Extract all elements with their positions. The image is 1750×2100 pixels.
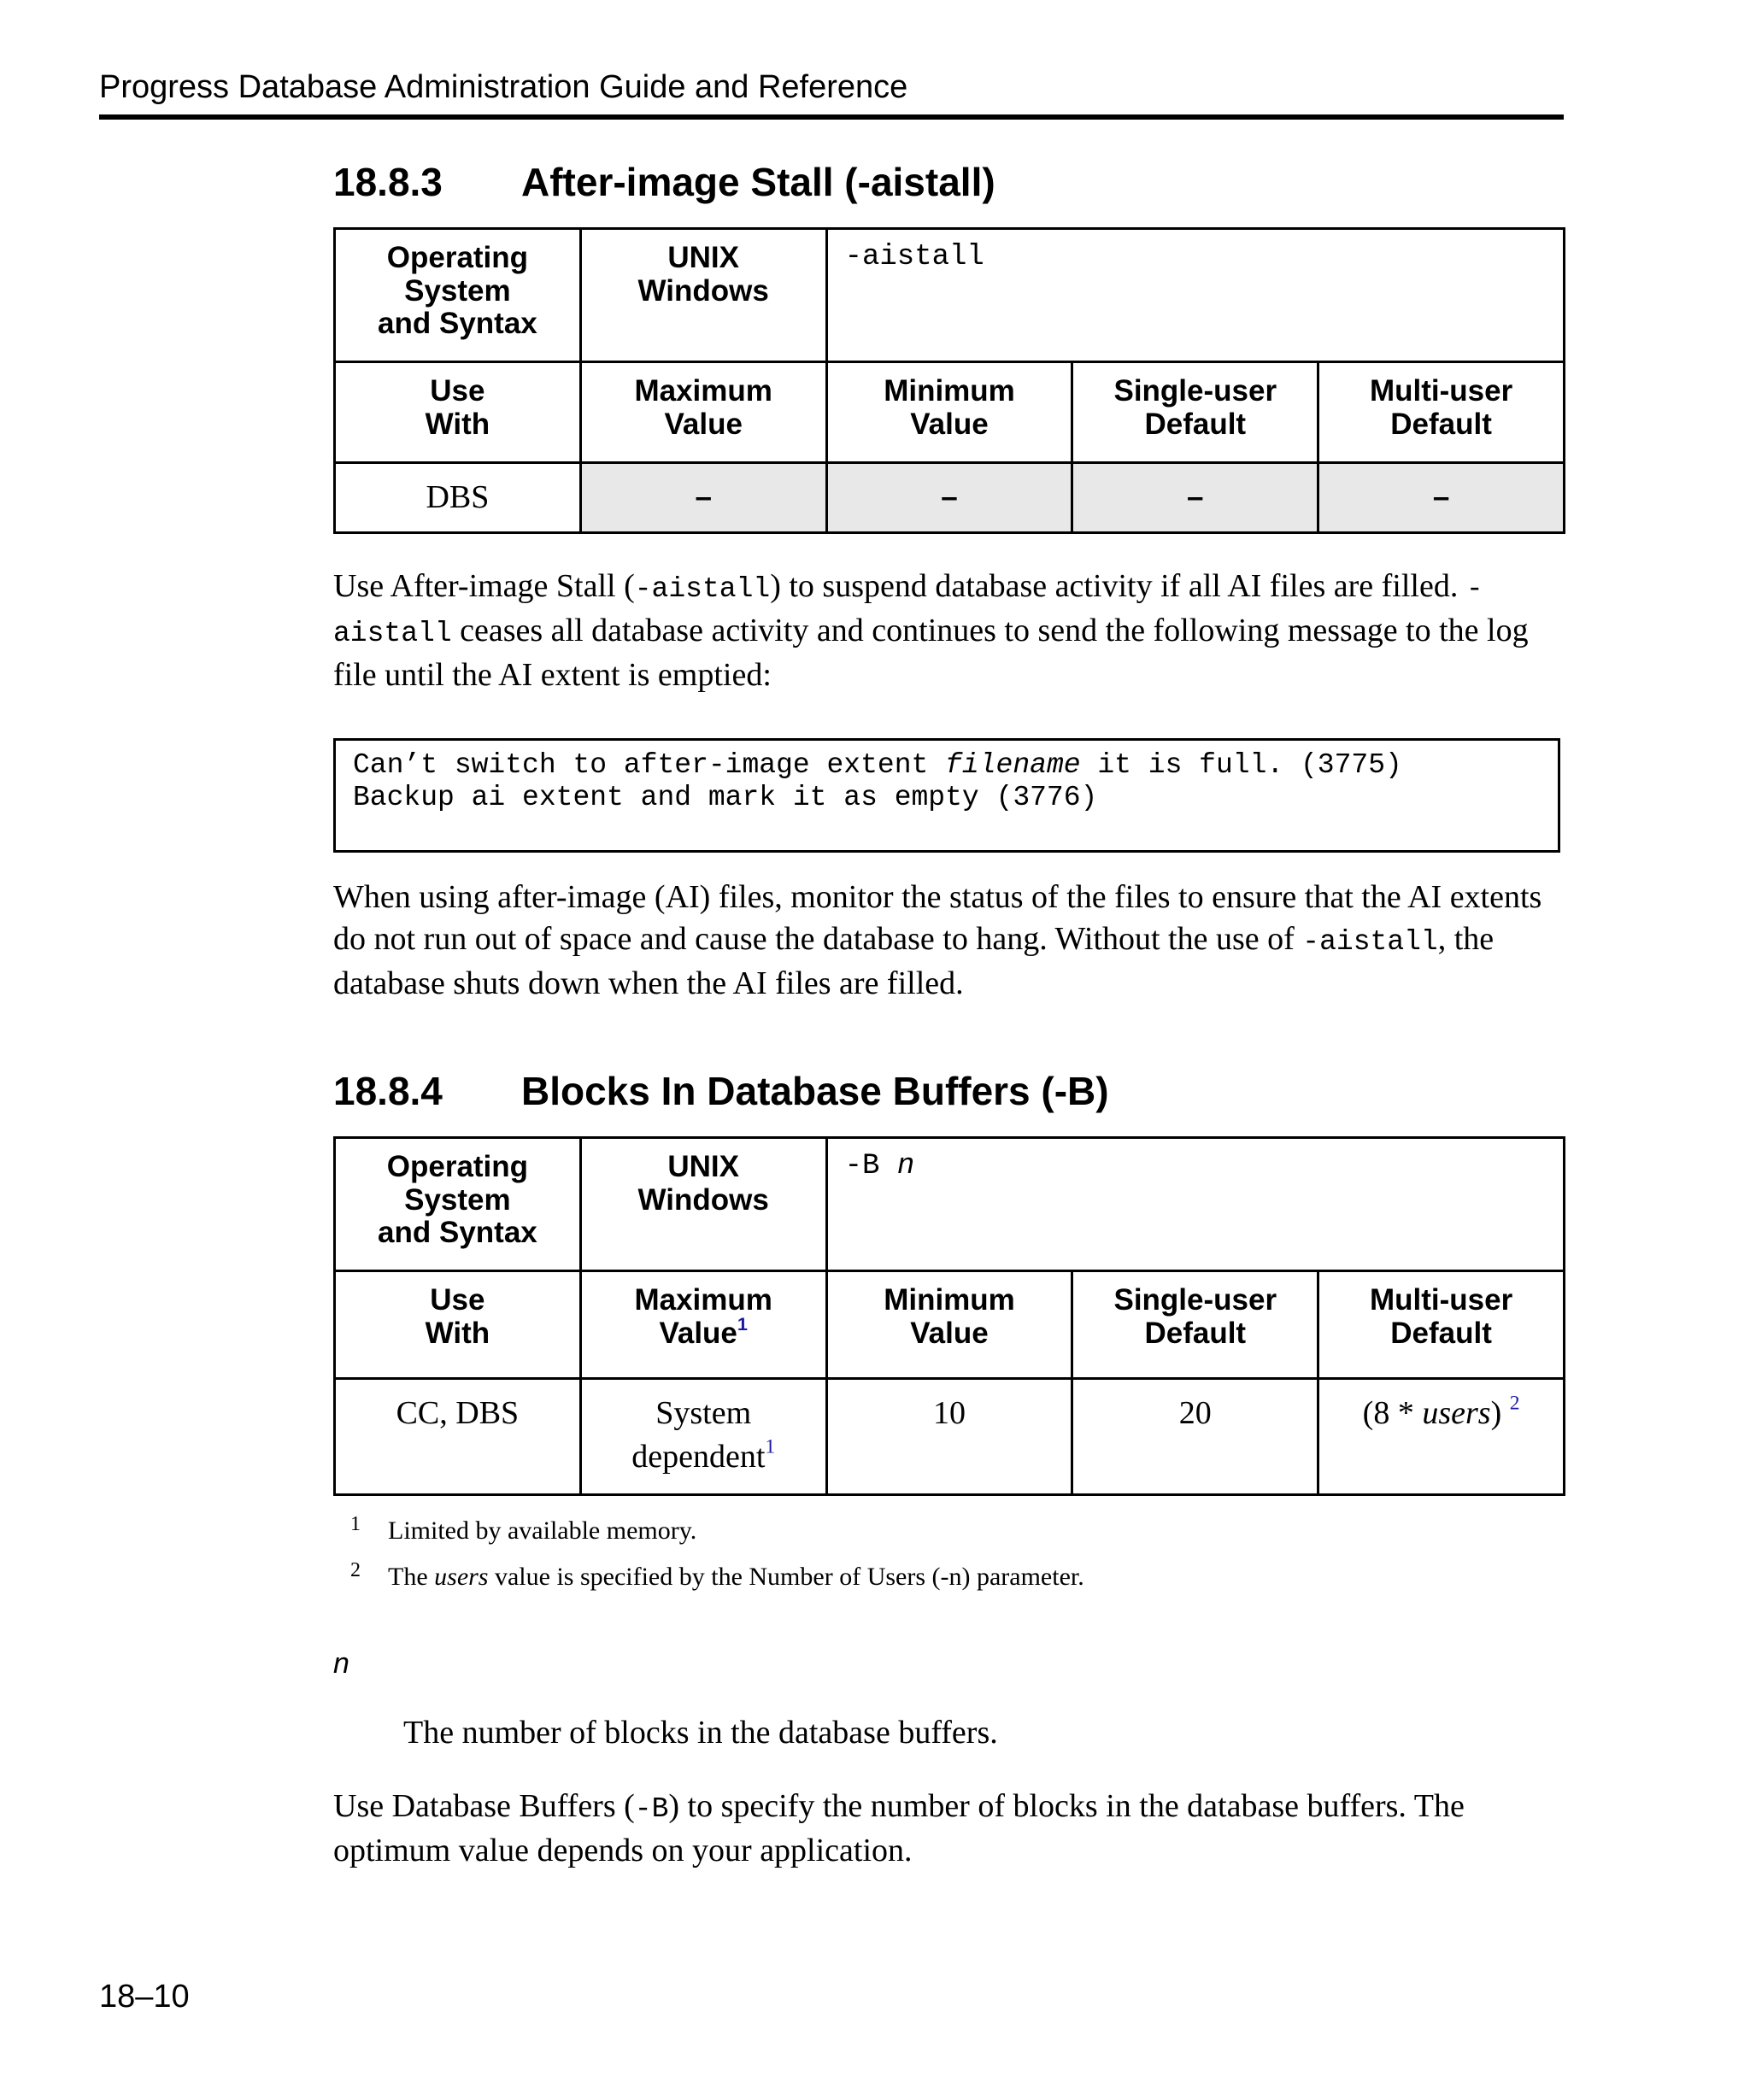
text-run: Use After-image Stall ( xyxy=(333,568,635,604)
header-multi-user-default xyxy=(1318,362,1565,463)
os-syntax-label xyxy=(335,229,581,362)
text-run: The xyxy=(388,1563,435,1591)
os-values xyxy=(580,229,826,362)
header-line: Default xyxy=(1390,407,1492,441)
cell-line: System xyxy=(655,1395,752,1431)
text-run: , the database shuts down when the AI files are filled. xyxy=(333,921,1495,1001)
footnote-ref-1[interactable]: 1 xyxy=(737,1312,748,1334)
database-buffers-paragraph xyxy=(333,1786,1572,1872)
section-heading-aistall xyxy=(333,161,1564,204)
text-run: Use Database Buffers ( xyxy=(333,1788,635,1824)
aistall-description xyxy=(333,566,1572,696)
text-run: value is specified by the Number of Users (-n) parameter. xyxy=(488,1563,1084,1591)
parameter-name: n xyxy=(333,1647,349,1680)
os-value-line: Windows xyxy=(637,1182,769,1217)
footnote-mark: 2 xyxy=(350,1559,361,1581)
cell-text: ) xyxy=(1490,1395,1502,1431)
text-run: When using after-image (AI) files, monitor the status of the files to ensure that the AI extents do not run out of space and cause the database to hang. Without the use of xyxy=(333,879,1542,957)
cell-minimum-value: 10 xyxy=(826,1379,1072,1495)
header-line: Use xyxy=(430,1283,485,1317)
text-run: ceases all database activity and continues to send the following message to the log file until the AI extent is emptied: xyxy=(333,613,1529,693)
header-line: Maximum xyxy=(634,374,772,408)
header-line: Single-user xyxy=(1113,1283,1277,1317)
header-text: Value xyxy=(659,1316,737,1350)
header-line: Multi-user xyxy=(1369,1283,1513,1317)
header-minimum-value xyxy=(826,362,1072,463)
os-value-line: Windows xyxy=(637,273,769,308)
header-line: Value xyxy=(910,407,989,441)
os-value-line: UNIX xyxy=(667,241,739,274)
header-line: Use xyxy=(430,374,485,408)
os-label-line: System xyxy=(404,273,511,308)
header-line: Default xyxy=(1390,1316,1492,1350)
code-placeholder: filename xyxy=(945,749,1081,781)
header-use-with xyxy=(335,362,581,463)
header-line: Value xyxy=(664,407,743,441)
cell-text-italic: users xyxy=(1422,1395,1491,1431)
cell-single-user-default: – xyxy=(1072,463,1318,533)
code-line: Backup ai extent and mark it as empty (3776) xyxy=(353,782,1098,813)
os-syntax-label xyxy=(335,1138,581,1271)
cell-text: dependent xyxy=(631,1439,766,1475)
footnote-text xyxy=(388,1560,1084,1594)
code-run: -aistall xyxy=(634,573,771,605)
page-number: 18–10 xyxy=(99,1979,190,2015)
os-values xyxy=(580,1138,826,1271)
header-line: Value xyxy=(910,1316,989,1350)
text-run: ) to specify the number of blocks in the database buffers. The optimum value depends on your application. xyxy=(333,1788,1465,1868)
cell-use-with: DBS xyxy=(335,463,581,533)
header-maximum-value xyxy=(580,1271,826,1379)
header-minimum-value xyxy=(826,1271,1072,1379)
header-line: Multi-user xyxy=(1369,374,1513,408)
syntax-flag: -B xyxy=(844,1150,880,1182)
header-line xyxy=(589,1312,819,1351)
cell-text: (8 * xyxy=(1362,1395,1423,1431)
parameter-table-aistall xyxy=(333,227,1565,534)
ai-monitoring-paragraph xyxy=(333,877,1572,1005)
syntax-cell: -aistall xyxy=(826,229,1564,362)
code-run: -B xyxy=(634,1793,669,1825)
code-run: -aistall xyxy=(1302,926,1438,958)
cell-minimum-value: – xyxy=(826,463,1072,533)
os-label-line: System xyxy=(404,1182,511,1217)
os-label-line: Operating xyxy=(386,241,529,274)
header-line: With xyxy=(425,1316,490,1350)
cell-single-user-default: 20 xyxy=(1072,1379,1318,1495)
header-line: Single-user xyxy=(1113,374,1277,408)
cell-multi-user-default: – xyxy=(1318,463,1565,533)
cell-multi-user-default xyxy=(1318,1379,1565,1495)
log-message-code-block xyxy=(333,738,1560,853)
header-line: Minimum xyxy=(884,374,1015,408)
text-run: ) to suspend database activity if all AI files are filled. xyxy=(770,568,1466,604)
cell-maximum-value: – xyxy=(580,463,826,533)
parameter-table-blocks xyxy=(333,1136,1565,1496)
header-single-user-default xyxy=(1072,1271,1318,1379)
footnote-ref-2[interactable]: 2 xyxy=(1509,1392,1520,1415)
os-label-line: Operating xyxy=(386,1150,529,1183)
code-text: it is full. (3775) xyxy=(1080,749,1402,781)
section-number: 18.8.3 xyxy=(333,160,443,204)
header-maximum-value xyxy=(580,362,826,463)
section-number: 18.8.4 xyxy=(333,1069,443,1113)
cell-use-with: CC, DBS xyxy=(335,1379,581,1495)
section-title: Blocks In Database Buffers (-B) xyxy=(521,1069,1109,1113)
code-run: -aistall xyxy=(333,573,1483,649)
code-text: Can’t switch to after-image extent xyxy=(353,749,946,781)
running-header: Progress Database Administration Guide and Reference xyxy=(99,68,1564,120)
header-line: Default xyxy=(1144,1316,1247,1350)
section-heading-blocks xyxy=(333,1070,1564,1113)
header-line: Minimum xyxy=(884,1283,1015,1317)
cell-maximum-value xyxy=(580,1379,826,1495)
syntax-argument: n xyxy=(896,1150,915,1182)
header-single-user-default xyxy=(1072,362,1318,463)
os-label-line: and Syntax xyxy=(378,1216,537,1249)
parameter-description: The number of blocks in the database buffers. xyxy=(403,1715,998,1751)
header-use-with xyxy=(335,1271,581,1379)
syntax-cell xyxy=(826,1138,1564,1271)
os-label-line: and Syntax xyxy=(378,307,537,340)
footnote-text: Limited by available memory. xyxy=(388,1516,697,1545)
cell-line xyxy=(589,1435,819,1479)
section-title: After-image Stall (-aistall) xyxy=(521,160,995,204)
text-run-italic: users xyxy=(434,1563,489,1591)
os-value-line: UNIX xyxy=(667,1150,739,1183)
footnote-ref-1[interactable]: 1 xyxy=(765,1435,776,1458)
header-multi-user-default xyxy=(1318,1271,1565,1379)
footnote-mark: 1 xyxy=(350,1513,361,1535)
code-line xyxy=(353,749,1558,782)
header-line: Maximum xyxy=(634,1283,772,1317)
header-line: With xyxy=(425,407,490,441)
header-line: Default xyxy=(1144,407,1247,441)
